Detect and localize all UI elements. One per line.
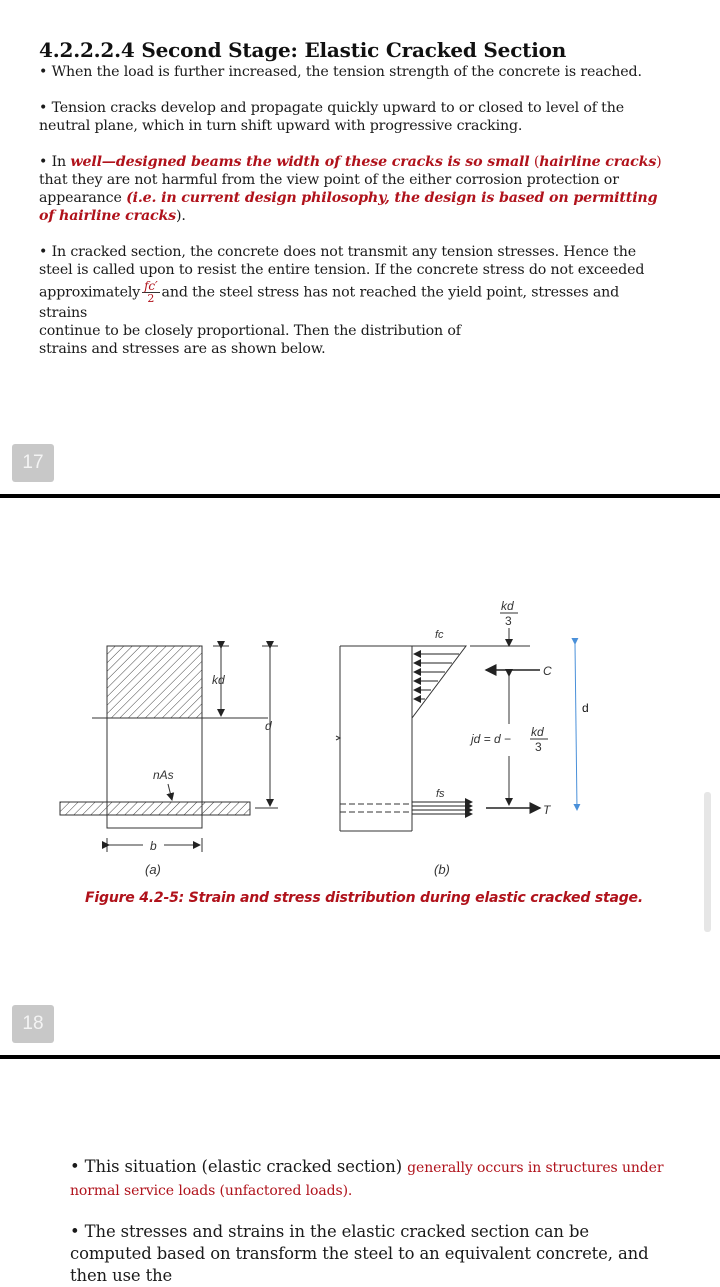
page-18 bbox=[0, 498, 720, 1055]
kd3-den: 3 bbox=[505, 614, 512, 628]
bullet-hairline-cracks: • In well—designed beams the width of these cracks is so small (hairline cracks) that they are not harmful from the view point of the either corrosion protection or appearance (i.e. in current design philosophy, the design is based on permitting of hairline cracks). bbox=[39, 154, 662, 224]
bullet-tension-cracks: • Tension cracks develop and propagate quickly upward to or closed to level of the neutral plane, which in turn shift upward with progressive cracking. bbox=[39, 100, 624, 134]
kd-label: kd bbox=[212, 673, 225, 687]
bullet-cracked-section-line3: continue to be closely proportional. Then the distribution of bbox=[39, 323, 461, 339]
T-label: T bbox=[543, 803, 551, 817]
d-label: d bbox=[265, 719, 272, 733]
jd-kd-num: kd bbox=[531, 725, 544, 739]
panel-a-label: (a) bbox=[145, 862, 161, 877]
nAs-label: nAs bbox=[153, 768, 174, 782]
fs-label: fs bbox=[436, 788, 445, 800]
figure-caption: Figure 4.2-5: Strain and stress distribution during elastic cracked stage. bbox=[85, 890, 643, 906]
page-19 bbox=[0, 1059, 720, 1285]
steel-stress-arrows bbox=[412, 802, 472, 814]
d-annotation-label: d bbox=[582, 701, 589, 715]
page-number-badge: 17 bbox=[12, 444, 54, 482]
kd3-num: kd bbox=[501, 599, 514, 613]
fc-label: fc bbox=[435, 629, 444, 641]
transformed-steel-area bbox=[60, 802, 250, 815]
d-annotation-line bbox=[575, 644, 577, 810]
fc-over-2-fraction: $\frac{fc'}{2}$ bbox=[144, 279, 158, 305]
scrollbar-thumb[interactable] bbox=[704, 792, 711, 932]
compression-zone-hatch bbox=[107, 646, 202, 718]
stress-triangle bbox=[412, 646, 466, 718]
panel-b-stress bbox=[336, 599, 589, 877]
bullet-cracked-section-line2: approximately $\frac{fc'}{2}$ and the steel stress has not reached the yield point, stresses and strains bbox=[39, 279, 620, 321]
stress-arrows bbox=[414, 654, 459, 699]
bullet-cracked-section bbox=[39, 243, 669, 358]
bullet-transformed-section: • The stresses and strains in the elastic cracked section can be computed based on transform the steel to an equivalent concrete, and then use the bbox=[70, 1222, 649, 1285]
bullet-service-loads: • This situation (elastic cracked section) generally occurs in structures under normal service loads (unfactored loads). bbox=[70, 1157, 664, 1199]
C-label: C bbox=[543, 664, 552, 678]
bullet-cracked-section-line4: strains and stresses are as shown below. bbox=[39, 341, 326, 357]
jd-label: jd = d − bbox=[471, 732, 512, 746]
page-number-badge: 18 bbox=[12, 1005, 54, 1043]
page-17 bbox=[0, 0, 720, 494]
b-label: b bbox=[150, 839, 157, 853]
jd-kd-den: 3 bbox=[535, 740, 542, 754]
panel-b-label: (b) bbox=[434, 862, 450, 877]
panel-a-section bbox=[60, 646, 278, 877]
strain-stress-figure bbox=[0, 498, 720, 888]
section-heading: 4.2.2.2.4 Second Stage: Elastic Cracked Section bbox=[39, 38, 567, 62]
bullet-load-increase: • When the load is further increased, the tension strength of the concrete is reached. bbox=[39, 64, 642, 80]
bullet-cracked-section-line1: • In cracked section, the concrete does not transmit any tension stresses. Hence the steel is called upon to resist the entire tension. If the concrete stress do not exceeded bbox=[39, 244, 645, 278]
